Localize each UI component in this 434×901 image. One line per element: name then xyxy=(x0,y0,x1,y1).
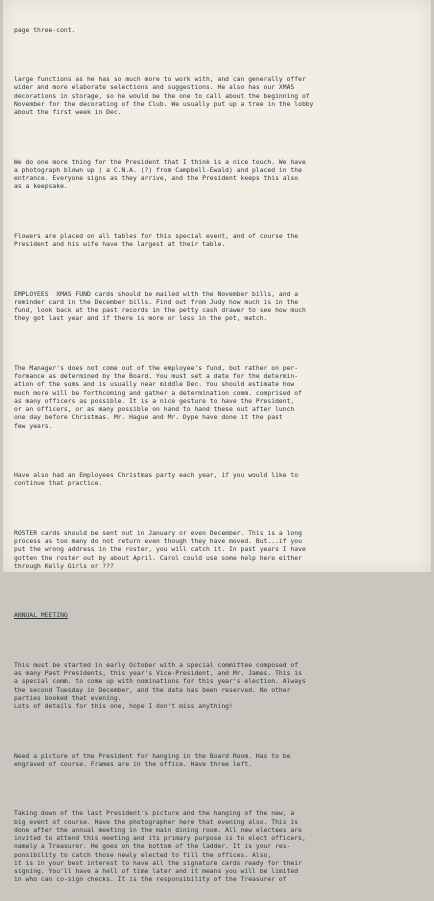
text-line: through Kelly Girls or ??? xyxy=(14,562,114,570)
text-line: large functions as he has so much more to work with, and can generally offer xyxy=(14,76,306,83)
section-heading-annual-meeting: ANNUAL MEETING xyxy=(14,612,68,620)
text-line: The Manager's does not come out of the employee's fund, but rather on per- xyxy=(14,364,299,372)
text-line: reminder card in the December bills. Find out from Judy how much is in the xyxy=(14,298,299,306)
text-line: in who can co-sign checks. It is the responsibility of the Treasurer of xyxy=(14,876,287,884)
typewritten-text xyxy=(14,10,422,901)
paragraph-employees-xmas-fund xyxy=(14,291,422,324)
text-line: This must be started in early October with a special committee composed of xyxy=(14,661,299,669)
text-line: a photograph blown up ( a C.N.A. (?) from Campbell-Ewald) and placed in the xyxy=(14,166,302,174)
text-line: invited to attend this meeting and its primary purpose is to elect officers, xyxy=(14,835,306,842)
text-line: We do one more thing for the President that I think is a nice touch. We have xyxy=(14,158,306,166)
text-line: done after the annual meeting in the main dining room. All new electees are xyxy=(14,826,302,834)
text-line: Need a picture of the President for hanging in the Board Room. Has to be xyxy=(14,752,291,760)
text-line: Lots of details for this one, hope I don't miss anything! xyxy=(14,703,233,710)
text-line: Have also had an Employees Christmas party each year, if you would like to xyxy=(14,472,299,479)
text-line: as many Past Presidents, this year's Vice-President, and Mr. James. This is xyxy=(14,670,302,677)
document-page xyxy=(3,0,431,884)
text-line: Taking down of the last President's picture and the hanging of the new, a xyxy=(14,810,295,818)
paragraph-photograph xyxy=(14,159,422,192)
text-line: formance as determined by the Board. You must set a date for the determin- xyxy=(14,373,299,380)
text-line: process as too many do not return even though they have moved. But...if you xyxy=(14,538,302,545)
text-line: EMPLOYEES XMAS FUND cards should be mailed with the November bills, and a xyxy=(14,290,299,298)
text-line: it is in your best interest to have all the signature cards ready for their xyxy=(14,859,302,867)
text-line: Flowers are placed on all tables for this special event, and of course the xyxy=(14,232,299,240)
text-line: engraved of course. Frames are in the office. Have three left. xyxy=(14,760,253,768)
text-line: about the first week in Dec. xyxy=(14,109,122,116)
paragraph-picture-hanging xyxy=(14,810,422,884)
text-line: gotten the roster out by about April. Carol could use some help here either xyxy=(14,554,302,562)
text-line: as a keepsake. xyxy=(14,183,68,191)
text-line: signing. You'll have a hell of time later and it means you will be limited xyxy=(14,868,299,875)
paragraph-managers-fund xyxy=(14,365,422,431)
text-line: wider and more elaborate selections and suggestions. He also has our XMAS xyxy=(14,84,295,92)
paragraph-christmas-party xyxy=(14,472,422,489)
text-line: fund, look back at the past records in the petty cash drawer to see how much xyxy=(14,307,306,314)
text-line: put the wrong address in the roster, you will catch it. In past years I have xyxy=(14,546,306,554)
page-heading: page three-cont. xyxy=(14,26,76,34)
text-line: decorations in storage, so he would be the one to call about the beginning of xyxy=(14,92,310,100)
text-line: as many officers as possible. It is a nice gesture to have the President, xyxy=(14,397,295,405)
text-line: big event of course. Have the photographer here that evening also. This is xyxy=(14,818,299,826)
text-line: President and his wife have the largest at their table. xyxy=(14,241,226,248)
text-line: or an officers, or as many possible on hand to hand these out after lunch xyxy=(14,406,295,413)
text-line: much more will be forthcoming and gather a determination comm. comprised of xyxy=(14,389,302,397)
paragraph-roster xyxy=(14,530,422,571)
text-line: parties booked that evening. xyxy=(14,694,122,702)
text-line: few years. xyxy=(14,422,53,430)
text-line: ROSTER cards should be sent out in January or even December. This is a long xyxy=(14,529,302,537)
text-line: one day before Christmas. Mr. Hague and Mr. Dype have done it the past xyxy=(14,414,283,422)
text-line: November for the decorating of the Club. We usually put up a tree in the lobby xyxy=(14,100,314,108)
paragraph-flowers xyxy=(14,233,422,250)
paragraph-president-picture xyxy=(14,753,422,770)
text-line: namely a Treasurer. He goes on the bottom of the ladder. It is your res- xyxy=(14,843,291,851)
text-line: ponsibility to catch those newly elected to fill the offices. Also, xyxy=(14,851,272,859)
paragraph-decorations xyxy=(14,76,422,117)
paragraph-annual-meeting xyxy=(14,662,422,712)
text-line: ation of the sums and is usually near middle Dec. You should estimate how xyxy=(14,381,295,389)
text-line: the second Tuesday in December, and the date has been reserved. No other xyxy=(14,686,291,694)
text-line: they got last year and if there is more or less in the pot, match. xyxy=(14,315,268,323)
text-line: a special comm. to come up with nominations for this year's election. Always xyxy=(14,678,306,686)
text-line: continue that practice. xyxy=(14,480,103,488)
text-line: entrance. Everyone signs as they arrive, and the President keeps this also xyxy=(14,175,299,182)
